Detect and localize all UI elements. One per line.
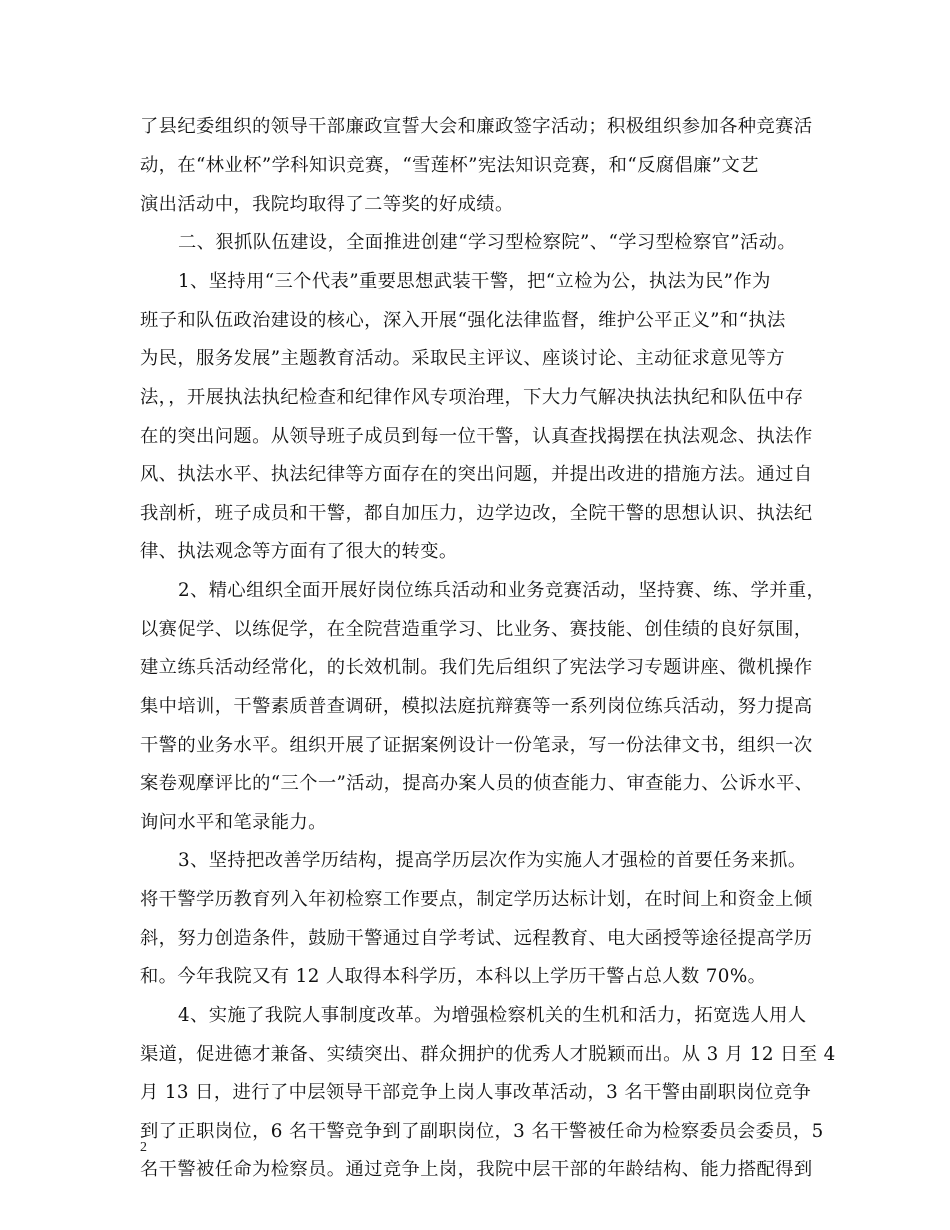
body-line: 了县纪委组织的领导干部廉政宣誓大会和廉政签字活动；积极组织参加各种竞赛活: [140, 116, 813, 137]
body-line: 为民，服务发展”主题教育活动。采取民主评议、座谈讨论、主动征求意见等方: [140, 348, 785, 369]
paragraph-first-line: 3、坚持把改善学历结构，提高学历层次作为实施人才强检的首要任务来抓。: [178, 850, 807, 871]
paragraph-first-line: 1、坚持用“三个代表”重要思想武装干警，把“立检为公，执法为民”作为: [178, 271, 771, 292]
body-line: 律、执法观念等方面有了很大的转变。: [140, 541, 458, 562]
body-line: 班子和队伍政治建设的核心，深入开展“强化法律监督，维护公平正义”和“执法: [140, 310, 786, 331]
body-line: 到了正职岗位，6 名干警竞争到了副职岗位，3 名干警被任命为检察委员会委员，5: [140, 1121, 824, 1142]
body-line: 斜，努力创造条件，鼓励干警通过自学考试、远程教育、电大函授等途径提高学历: [140, 928, 813, 949]
body-line: 风、执法水平、执法纪律等方面存在的突出问题，并提出改进的措施方法。通过自: [140, 464, 813, 485]
body-line: 演出活动中，我院均取得了二等奖的好成绩。: [140, 194, 514, 215]
page-number: 2: [140, 1140, 147, 1155]
body-line: 渠道，促进德才兼备、实绩突出、群众拥护的优秀人才脱颖而出。从 3 月 12 日至 4: [140, 1044, 836, 1065]
body-line: 名干警被任命为检察员。通过竞争上岗，我院中层干部的年龄结构、能力搭配得到: [140, 1159, 813, 1180]
paragraph-first-line: 4、实施了我院人事制度改革。为增强检察机关的生机和活力，拓宽选人用人: [178, 1005, 807, 1026]
body-line: 法，，开展执法执纪检查和纪律作风专项治理，下大力气解决执法执纪和队伍中存: [140, 387, 804, 408]
body-line: 建立练兵活动经常化，的长效机制。我们先后组织了宪法学习专题讲座、微机操作: [140, 657, 813, 678]
body-line: 在的突出问题。从领导班子成员到每一位干警，认真查找揭摆在执法观念、执法作: [140, 426, 813, 447]
body-line: 将干警学历教育列入年初检察工作要点，制定学历达标计划，在时间上和资金上倾: [140, 889, 813, 910]
body-line: 和。今年我院又有 12 人取得本科学历，本科以上学历干警占总人数 70%。: [140, 966, 767, 987]
body-line: 案卷观摩评比的“三个一”活动，提高办案人员的侦查能力、审查能力、公诉水平、: [140, 773, 814, 794]
section-heading: 二、狠抓队伍建设，全面推进创建“学习型检察院”、“学习型检察官”活动。: [178, 232, 797, 253]
body-line: 动，在“林业杯”学科知识竞赛，“雪莲杯”宪法知识竞赛，和“反腐倡廉”文艺: [140, 155, 759, 176]
body-line: 月 13 日，进行了中层领导干部竞争上岗人事改革活动，3 名干警由副职岗位竞争: [140, 1082, 812, 1103]
paragraph-first-line: 2、精心组织全面开展好岗位练兵活动和业务竞赛活动，坚持赛、练、学并重，: [178, 580, 826, 601]
body-line: 集中培训，干警素质普查调研，模拟法庭抗辩赛等一系列岗位练兵活动，努力提高: [140, 696, 813, 717]
body-line: 询问水平和笔录能力。: [140, 812, 327, 833]
body-line: 我剖析，班子成员和干警，都自加压力，边学边改，全院干警的思想认识、执法纪: [140, 503, 813, 524]
body-line: 干警的业务水平。组织开展了证据案例设计一份笔录，写一份法律文书，组织一次: [140, 735, 813, 756]
body-line: 以赛促学、以练促学，在全院营造重学习、比业务、赛技能、创佳绩的良好氛围，: [140, 619, 813, 640]
